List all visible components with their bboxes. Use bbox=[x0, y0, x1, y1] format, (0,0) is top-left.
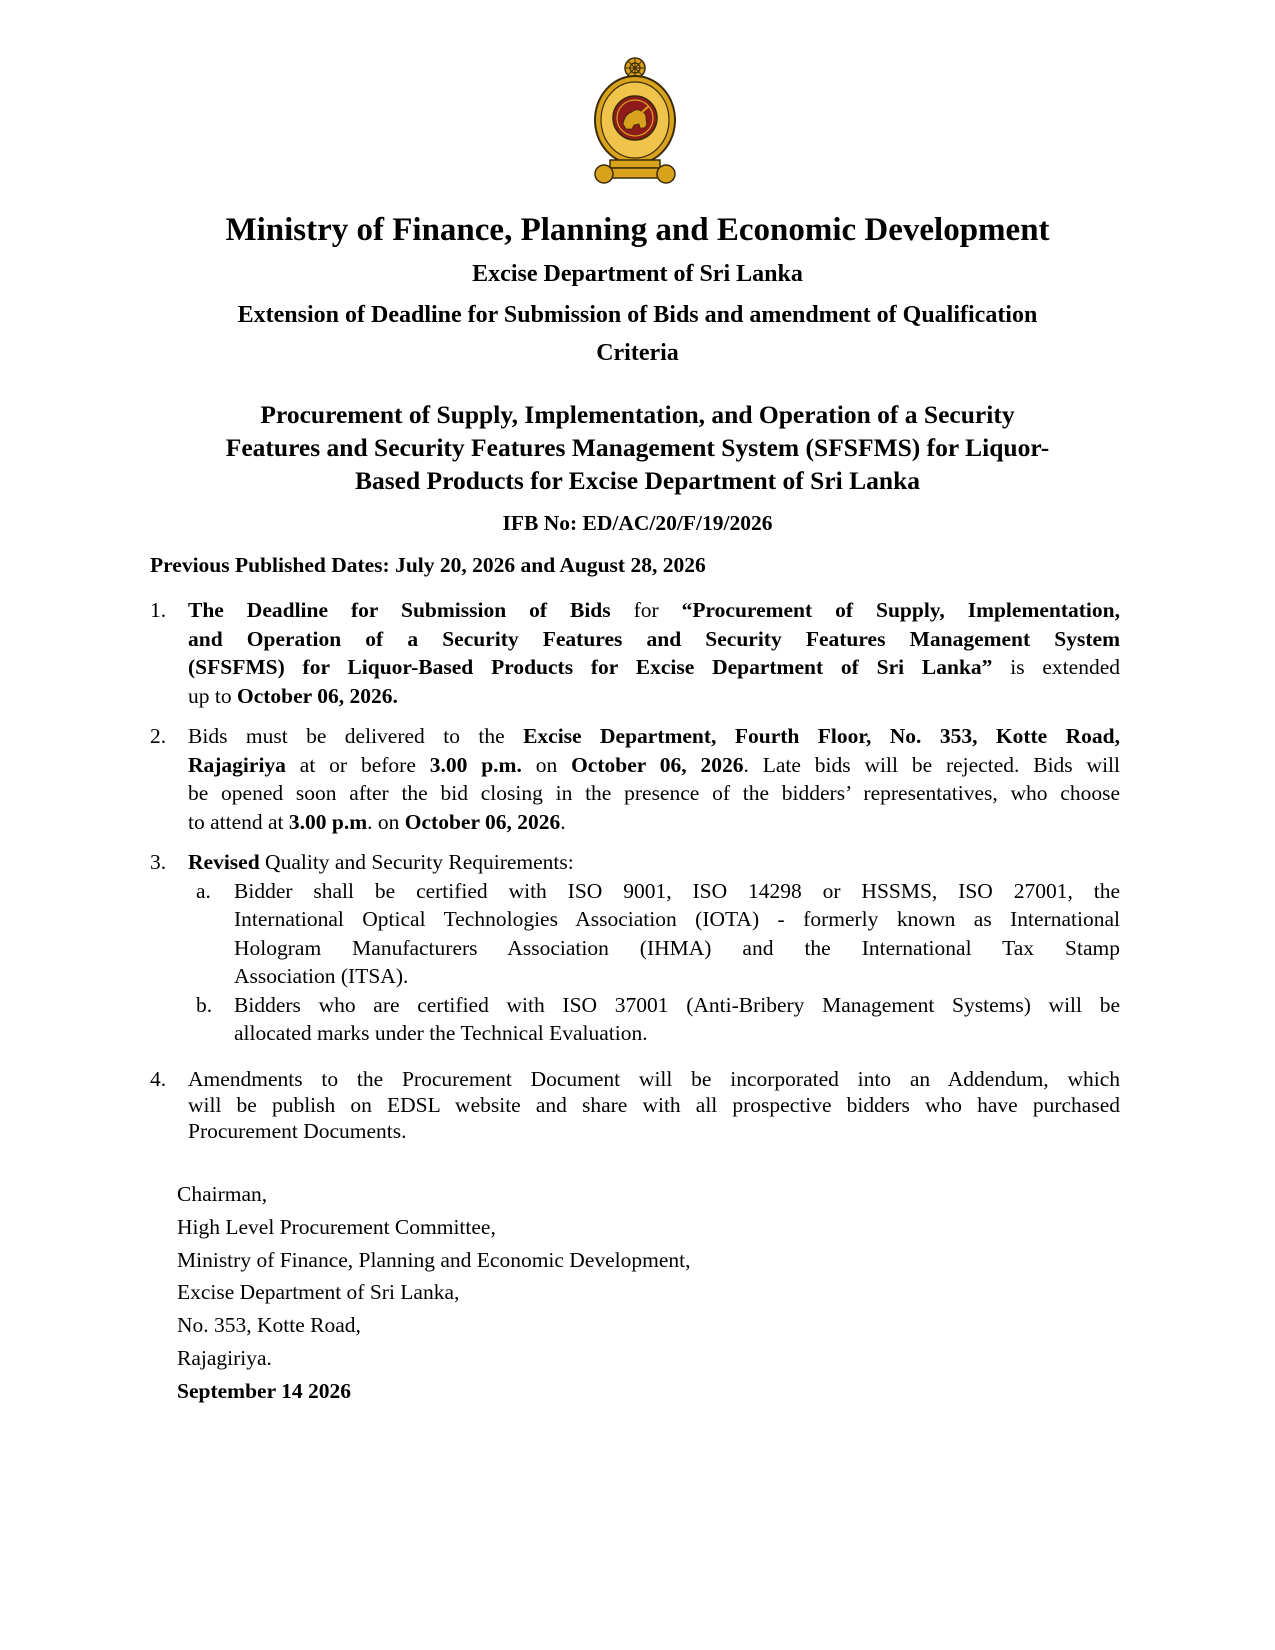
sub-a-line2: International Optical Technologies Association (IOTA) - formerly known as International bbox=[234, 907, 1120, 931]
sub-b-line1: Bidders who are certified with ISO 37001 (Anti-Bribery Management Systems) will be bbox=[234, 992, 1120, 1017]
signature-address: No. 353, Kotte Road, bbox=[177, 1313, 361, 1338]
item1-line4 bbox=[188, 682, 1120, 711]
item2-line4 bbox=[188, 808, 1120, 837]
extension-heading bbox=[0, 296, 1275, 372]
item2-text: on bbox=[521, 752, 572, 777]
item4-line2: will be publish on EDSL website and share with all prospective bidders who have purchased bbox=[188, 1093, 1120, 1117]
list-item-number: 3. bbox=[150, 850, 167, 874]
item1-line2 bbox=[188, 625, 1120, 654]
item3-text: Quality and Security Requirements: bbox=[259, 850, 574, 874]
extension-heading-line2: Criteria bbox=[596, 340, 679, 366]
sub-item-a bbox=[196, 877, 1120, 991]
ifb-number: IFB No: ED/AC/20/F/19/2026 bbox=[502, 511, 773, 535]
item3-line1 bbox=[188, 848, 1120, 877]
item2-text: be opened soon after the bid closing in the presence of the bidders’ representatives, who choose bbox=[188, 781, 1120, 805]
ministry-heading: Ministry of Finance, Planning and Economic Development bbox=[225, 212, 1050, 248]
sub-b-line2: allocated marks under the Technical Evaluation. bbox=[234, 1021, 648, 1045]
list-item-2 bbox=[150, 722, 1120, 836]
procurement-title bbox=[0, 398, 1275, 497]
extension-heading-line1: Extension of Deadline for Submission of Bids and amendment of Qualification bbox=[237, 302, 1038, 328]
deadline-date: October 06, 2026. bbox=[236, 683, 398, 708]
item2-line1 bbox=[188, 722, 1120, 751]
item2-text: . on bbox=[367, 809, 405, 834]
item2-text: to attend at bbox=[188, 809, 289, 834]
signature-department: Excise Department of Sri Lanka, bbox=[177, 1280, 460, 1305]
sub-a-line1: Bidder shall be certified with ISO 9001, ISO 14298 or HSSMS, ISO 27001, the bbox=[234, 878, 1120, 903]
sri-lanka-emblem bbox=[592, 56, 678, 186]
item2-line3 bbox=[188, 779, 1120, 808]
item1-bold: The Deadline for Submission of Bids bbox=[188, 598, 611, 622]
item2-text: . bbox=[560, 809, 566, 834]
list-item-3 bbox=[150, 848, 1120, 1048]
item3-bold: Revised bbox=[188, 850, 260, 874]
signature-title: Chairman, bbox=[177, 1182, 268, 1206]
sub-a-line4: Association (ITSA). bbox=[234, 964, 409, 988]
item4-line1: Amendments to the Procurement Document will be incorporated into an Addendum, which bbox=[188, 1067, 1120, 1091]
item2-bold: 3.00 p.m bbox=[288, 809, 368, 834]
sub-item-number: a. bbox=[196, 878, 211, 903]
previous-published-dates: Previous Published Dates: July 20, 2026 and August 28, 2026 bbox=[150, 553, 706, 577]
item1-bold: (SFSFMS) for Liquor-Based Products for Excise Department of Sri Lanka” bbox=[188, 655, 993, 679]
department-heading: Excise Department of Sri Lanka bbox=[472, 261, 803, 287]
signature-city: Rajagiriya. bbox=[177, 1345, 272, 1370]
item1-text: is extended bbox=[992, 655, 1120, 679]
item2-bold: Rajagiriya bbox=[188, 752, 286, 777]
procurement-title-line1: Procurement of Supply, Implementation, and Operation of a Security bbox=[260, 400, 1015, 429]
item1-text: for bbox=[610, 598, 682, 622]
item1-line3 bbox=[188, 653, 1120, 682]
signature-committee: High Level Procurement Committee, bbox=[177, 1214, 496, 1239]
signature-date: September 14 2026 bbox=[177, 1378, 351, 1403]
item2-bold: October 06, 2026 bbox=[404, 809, 561, 834]
item1-text: up to bbox=[188, 683, 237, 708]
sub-item-number: b. bbox=[196, 992, 213, 1017]
item1-bold: and Operation of a Security Features and Security Features Management System bbox=[188, 626, 1120, 651]
sub-a-line3: Hologram Manufacturers Association (IHMA) and the International Tax Stamp bbox=[234, 935, 1120, 960]
list-item-4 bbox=[150, 1066, 1120, 1144]
item2-text: at or before bbox=[285, 752, 430, 777]
item1-line1 bbox=[188, 596, 1120, 625]
procurement-title-line3: Based Products for Excise Department of Sri Lanka bbox=[355, 466, 920, 495]
item1-bold: “Procurement of Supply, Implementation, bbox=[681, 598, 1120, 622]
list-item-number: 2. bbox=[150, 724, 167, 748]
item4-line3: Procurement Documents. bbox=[188, 1119, 407, 1143]
sub-item-b bbox=[196, 991, 1120, 1048]
list-item-number: 1. bbox=[150, 598, 167, 622]
procurement-title-line2: Features and Security Features Management System (SFSFMS) for Liquor- bbox=[225, 433, 1050, 462]
list-item-number: 4. bbox=[150, 1067, 167, 1091]
signature-block bbox=[177, 1178, 691, 1408]
item2-text: . Late bids will be rejected. Bids will bbox=[743, 752, 1120, 777]
item2-text: Bids must be delivered to the bbox=[188, 724, 524, 748]
item2-line2 bbox=[188, 751, 1120, 780]
item2-bold: 3.00 p.m. bbox=[429, 752, 522, 777]
list-item-1 bbox=[150, 596, 1120, 710]
signature-ministry: Ministry of Finance, Planning and Economic Development, bbox=[177, 1247, 691, 1272]
item2-bold: Excise Department, Fourth Floor, No. 353, Kotte Road, bbox=[523, 724, 1120, 748]
item2-bold: October 06, 2026 bbox=[571, 752, 744, 777]
